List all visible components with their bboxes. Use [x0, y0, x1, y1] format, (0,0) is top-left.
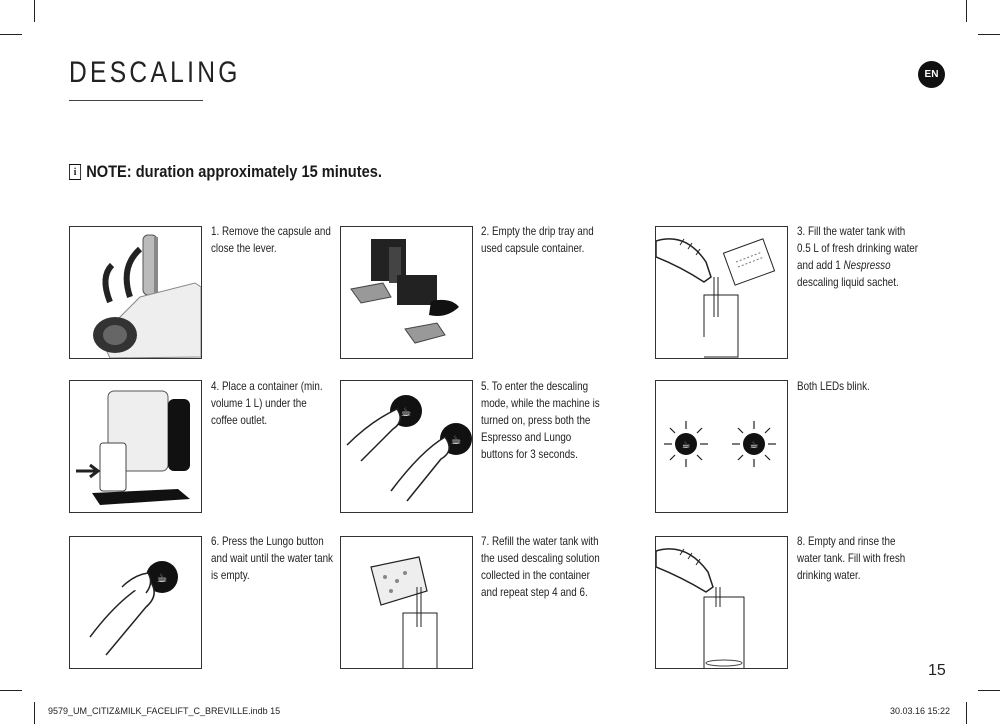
crop-mark: [966, 702, 967, 724]
svg-text:☕: ☕: [156, 571, 168, 585]
step-4-text: 4. Place a container (min. volume 1 L) under the coffee outlet.: [211, 379, 323, 427]
step-5-illustration: [340, 380, 473, 513]
crop-mark: [966, 0, 967, 22]
page-title: DESCALING: [69, 56, 241, 89]
step-8-text: 8. Empty and rinse the water tank. Fill with fresh drinking water.: [797, 534, 906, 582]
step-2-text: 2. Empty the drip tray and used capsule container.: [481, 224, 594, 255]
step-4-illustration: [69, 380, 202, 513]
crop-mark: [0, 690, 22, 691]
step-2-illustration: [340, 226, 473, 359]
title-underline: [69, 100, 203, 101]
step-3-illustration: [655, 226, 788, 359]
step-3-text: 3. Fill the water tank with 0.5 L of fresh drinking water and add 1 Nespresso descaling liquid sachet.: [797, 224, 919, 289]
step-8-illustration: [655, 536, 788, 669]
crop-mark: [34, 702, 35, 724]
page-number: 15: [928, 662, 946, 679]
step-7-illustration: [340, 536, 473, 669]
step-7-text: 7. Refill the water tank with the used descaling solution collected in the container and repeat step 4 and 6.: [481, 534, 600, 599]
svg-text:☕: ☕: [681, 440, 691, 451]
step-6-illustration: [69, 536, 202, 669]
step-1-text: 1. Remove the capsule and close the lever.: [211, 224, 331, 255]
step-6-text: 6. Press the Lungo button and wait until the water tank is empty.: [211, 534, 333, 582]
step-1-illustration: [69, 226, 202, 359]
note-text: NOTE: duration approximately 15 minutes.: [86, 162, 382, 181]
language-badge: EN: [918, 61, 945, 88]
svg-text:☕: ☕: [400, 405, 412, 419]
crop-mark: [34, 0, 35, 22]
svg-text:☕: ☕: [450, 433, 462, 447]
info-icon: i: [69, 164, 81, 180]
footer-datetime: 30.03.16 15:22: [890, 706, 951, 716]
crop-mark: [978, 690, 1000, 691]
svg-text:☕: ☕: [749, 440, 759, 451]
step-5-text: 5. To enter the descaling mode, while the machine is turned on, press both the Espresso and Lungo buttons for 3 seconds.: [481, 379, 600, 461]
step-leds-text: Both LEDs blink.: [797, 379, 870, 393]
note: [69, 162, 382, 182]
crop-mark: [978, 34, 1000, 35]
footer-file: 9579_UM_CITIZ&MILK_FACELIFT_C_BREVILLE.indb 15: [48, 706, 281, 716]
crop-mark: [0, 34, 22, 35]
step-leds-illustration: [655, 380, 788, 513]
